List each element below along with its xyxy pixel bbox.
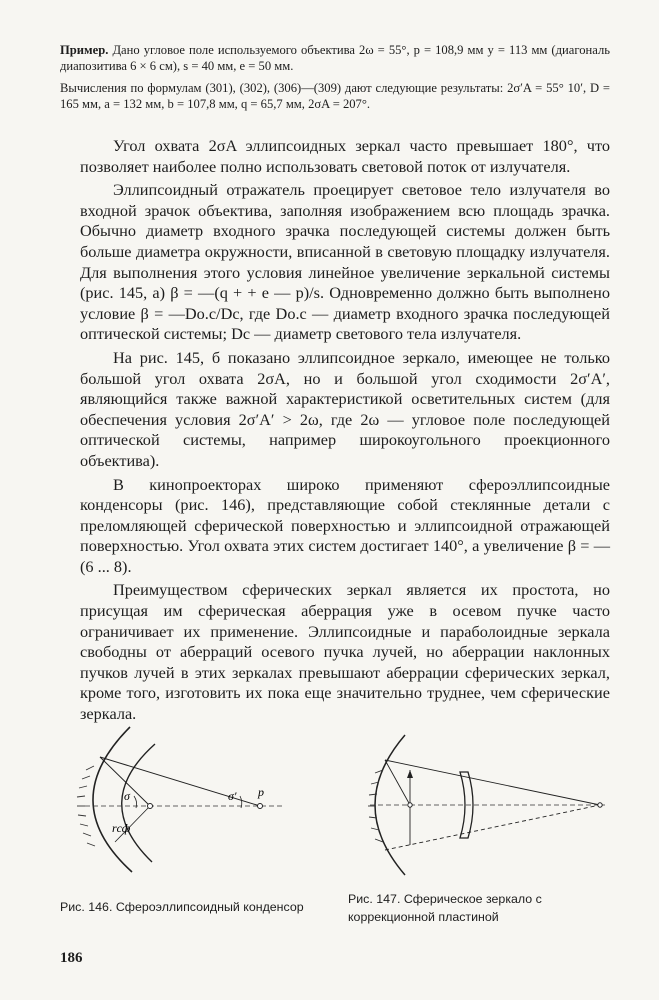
figure-147-caption: Рис. 147. Сферическое зеркало с коррекционной пластиной (348, 892, 542, 924)
page-number: 186 (60, 950, 83, 966)
label-sigma-prime: σ′ (228, 789, 237, 803)
paragraph-2: Эллипсоидный отражатель проецирует световое тело излучателя во входной зрачок объектива, заполняя изображением всю площадь зрачка. Обычно диаметр входного зрачка последующей системы должен быть больше диаметра окружности, вписанной в световую площадку излучателя. Для выполнения этого условия линейное увеличение зеркальной системы (рис. 145, а) β = —(q + + e — p)/s. Одновременно должно быть выполнено условие β = —Dо.с/Dс, где Dо.с — диаметр входного зрачка последующей оптической системы; Dс — диаметр светового тела излучателя. (80, 180, 610, 344)
figure-146-diagram (60, 722, 290, 882)
paragraph-3: На рис. 145, б показано эллипсоидное зеркало, имеющее не только большой угол охвата 2σA, но и большой угол сходимости 2σ′A′, являющийся также важной характеристикой осветительных систем (для обеспечения условия 2σ′A′ > 2ω, где 2ω — угловое поле последующей оптической системы, например широкоугольного проекционного объектива). (80, 347, 610, 470)
body-text (80, 136, 610, 725)
example-results: Вычисления по формулам (301), (302), (306)—(309) дают следующие результаты: 2σ′A = 55° 10′, D = 165 мм, a = 132 мм, b = 107,8 мм, q = 65,7 мм, 2σA = 207°. (60, 81, 610, 111)
paragraph-5: Преимуществом сферических зеркал является их простота, но присущая им сферическая аберрация уже в осевом пучке часто ограничивает их применение. Эллипсоидные и параболоидные зеркала свободны от аберраций осевого пучка лучей, но аберрации наклонных пучков лучей в этих зеркалах превышают аберрации сферических зеркал, кроме того, изготовить их пока еще значительно труднее, чем сферические зеркала. (80, 580, 610, 724)
label-r-sph: rсф (112, 821, 131, 835)
label-sigma: σ (124, 789, 130, 803)
center-point (148, 804, 153, 809)
focus-point (258, 804, 263, 809)
example-line-1 (60, 42, 610, 74)
example-given: Дано угловое поле используемого объектива 2ω = 55°, p = 108,9 мм y = 113 мм (диагональ диапозитива 6 × 6 см), s = 40 мм, e = 50 мм. (60, 43, 610, 73)
mirror-inner-surface (122, 744, 155, 862)
label-p: p (258, 785, 264, 799)
example-lead: Пример. (60, 43, 109, 57)
figure-147-diagram (350, 730, 610, 880)
figure-146-caption: Рис. 146. Сфероэллипсоидный конденсор (60, 900, 304, 914)
example-line-2 (60, 80, 610, 112)
paragraph-1: Угол охвата 2σA эллипсоидных зеркал часто превышает 180°, что позволяет наиболее полно использовать световой поток от излучателя. (80, 136, 610, 176)
paragraph-4: В кинопроекторах широко применяют сфероэллипсоидные конденсоры (рис. 146), представляющие собой стеклянные детали с преломляющей сферической поверхностью и эллипсоидной отражающей поверхностью. Угол охвата этих систем достигает 140°, а увеличение β = —(6 ... 8). (80, 474, 610, 576)
